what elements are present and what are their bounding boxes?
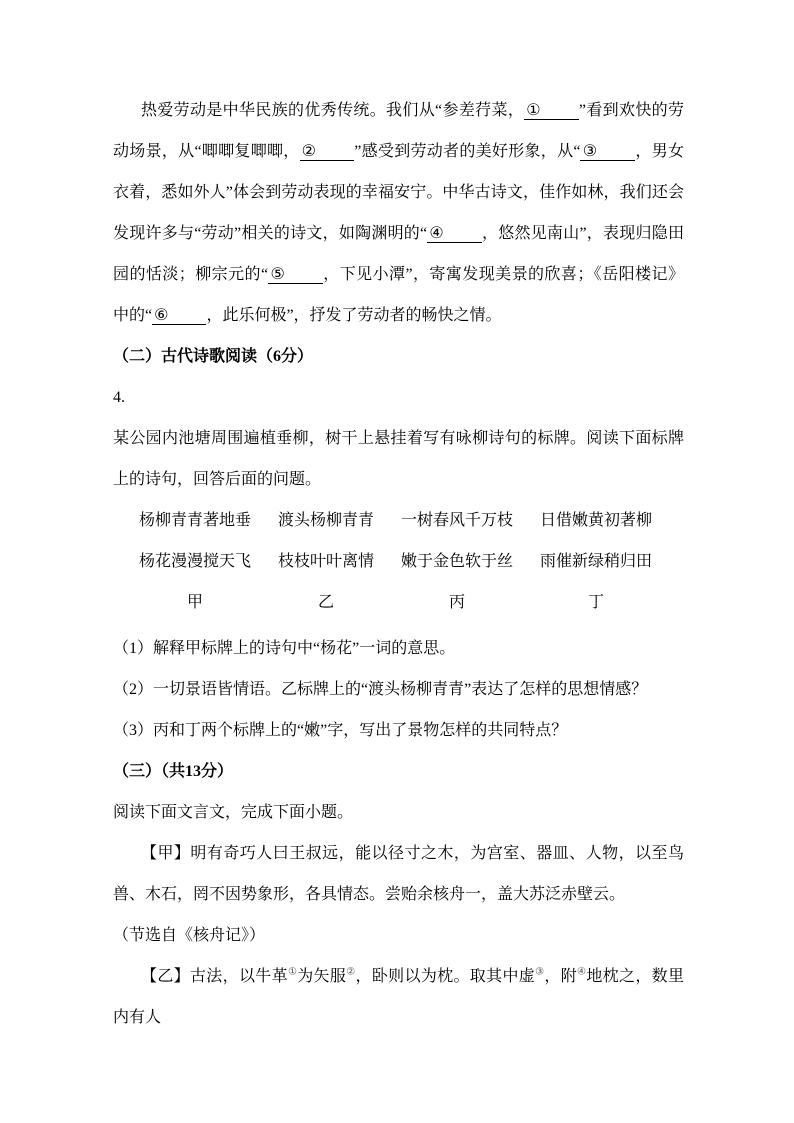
intro-paragraph <box>113 90 684 336</box>
intro-text-2: ”看到欢快的劳动场景，从“唧唧复唧唧， <box>113 102 684 160</box>
poem-sign-ding <box>540 500 652 623</box>
intro-text-1: 热爱劳动是中华民族的优秀传统。我们从“参差荇菜， <box>141 102 525 119</box>
sign-label: 丙 <box>449 594 466 611</box>
footnote-marker-2: ② <box>346 966 356 978</box>
passage-jia: 【甲】明有奇巧人曰王叔远，能以径寸之木，为宫室、器皿、人物，以至鸟兽、木石，罔不因势象形，各具情态。尝贻余核舟一，盖大苏泛赤壁云。 <box>113 845 684 903</box>
intro-text-7: ，此乐何极”，抒发了劳动者的畅快之情。 <box>206 307 502 324</box>
sub-question-2: （2）一切景语皆情语。乙标牌上的“渡头杨柳青青”表达了怎样的思想情感？ <box>113 681 648 698</box>
fill-blank-3: ③ <box>580 143 635 161</box>
passage-jia-source: （节选自《核舟记》） <box>113 927 266 944</box>
poem-line: 杨柳青青著地垂 <box>139 512 252 529</box>
intro-text-6: ，下见小潭”，寄寓发现美景的欣喜；《岳阳楼记》中的“ <box>113 266 684 324</box>
fill-blank-6: ⑥ <box>152 307 206 325</box>
passage-yi-text-5: 地枕之，数里内有人 <box>113 968 684 1026</box>
poem-line: 嫩于金色软于丝 <box>401 553 514 570</box>
poem-line: 一树春风千万枝 <box>401 512 514 529</box>
footnote-marker-3: ③ <box>535 966 545 978</box>
poem-line: 杨花漫漫搅天飞 <box>139 553 252 570</box>
section2-heading: （二）古代诗歌阅读（6分） <box>113 348 314 365</box>
sign-label: 丁 <box>588 594 605 611</box>
sub-question-1: （1）解释甲标牌上的诗句中“杨花”一词的意思。 <box>113 640 456 657</box>
passage-yi-text-1: 【乙】古法，以牛革 <box>141 968 288 985</box>
fill-blank-2: ② <box>300 143 355 161</box>
intro-text-4: ，男女衣着，悉如外人”体会到劳动表现的幸福安宁。中华古诗文，佳作如林，我们还会发现许多与“劳动”相关的诗文，如陶渊明的“ <box>113 143 685 242</box>
fill-blank-1: ① <box>524 102 579 120</box>
sub-question-3: （3）丙和丁两个标牌上的“嫩”字，写出了景物怎样的共同特点？ <box>113 722 568 739</box>
fill-blank-5: ⑤ <box>268 266 323 284</box>
poem-line: 渡头杨柳青青 <box>278 512 375 529</box>
sign-label: 甲 <box>187 594 204 611</box>
poem-line: 雨催新绿稍归田 <box>540 553 653 570</box>
poem-sign-yi <box>278 500 374 623</box>
passage-yi-text-2: 为矢服 <box>297 968 347 985</box>
fill-blank-4: ④ <box>427 225 482 243</box>
poem-line: 枝枝叶叶离情 <box>278 553 375 570</box>
footnote-marker-1: ① <box>287 966 298 978</box>
passage-yi <box>113 956 684 1038</box>
section3-intro: 阅读下面文言文，完成下面小题。 <box>113 804 354 821</box>
poem-sign-jia <box>139 500 251 623</box>
intro-text-5: ，悠然见南山”，表现归隐田园的恬淡；柳宗元的“ <box>113 225 684 283</box>
question4-intro: 某公园内池塘周围遍植垂柳，树干上悬挂着写有咏柳诗句的标牌。阅读下面标牌上的诗句，回答后面的问题。 <box>113 430 684 488</box>
question4-number: 4. <box>113 389 125 406</box>
passage-yi-text-4: ，附 <box>544 968 578 985</box>
poem-line: 日借嫩黄初著柳 <box>540 512 653 529</box>
sub-questions <box>113 628 684 751</box>
section3-heading: （三）（共13分） <box>113 763 234 780</box>
passage-yi-text-3: ，卧则以为枕。取其中虚 <box>355 968 536 985</box>
footnote-marker-4: ④ <box>577 966 587 978</box>
intro-text-3: ”感受到劳动者的美好形象，从“ <box>354 143 581 160</box>
sign-label: 乙 <box>318 594 335 611</box>
poem-signs-table <box>139 500 684 623</box>
poem-sign-bing <box>401 500 513 623</box>
